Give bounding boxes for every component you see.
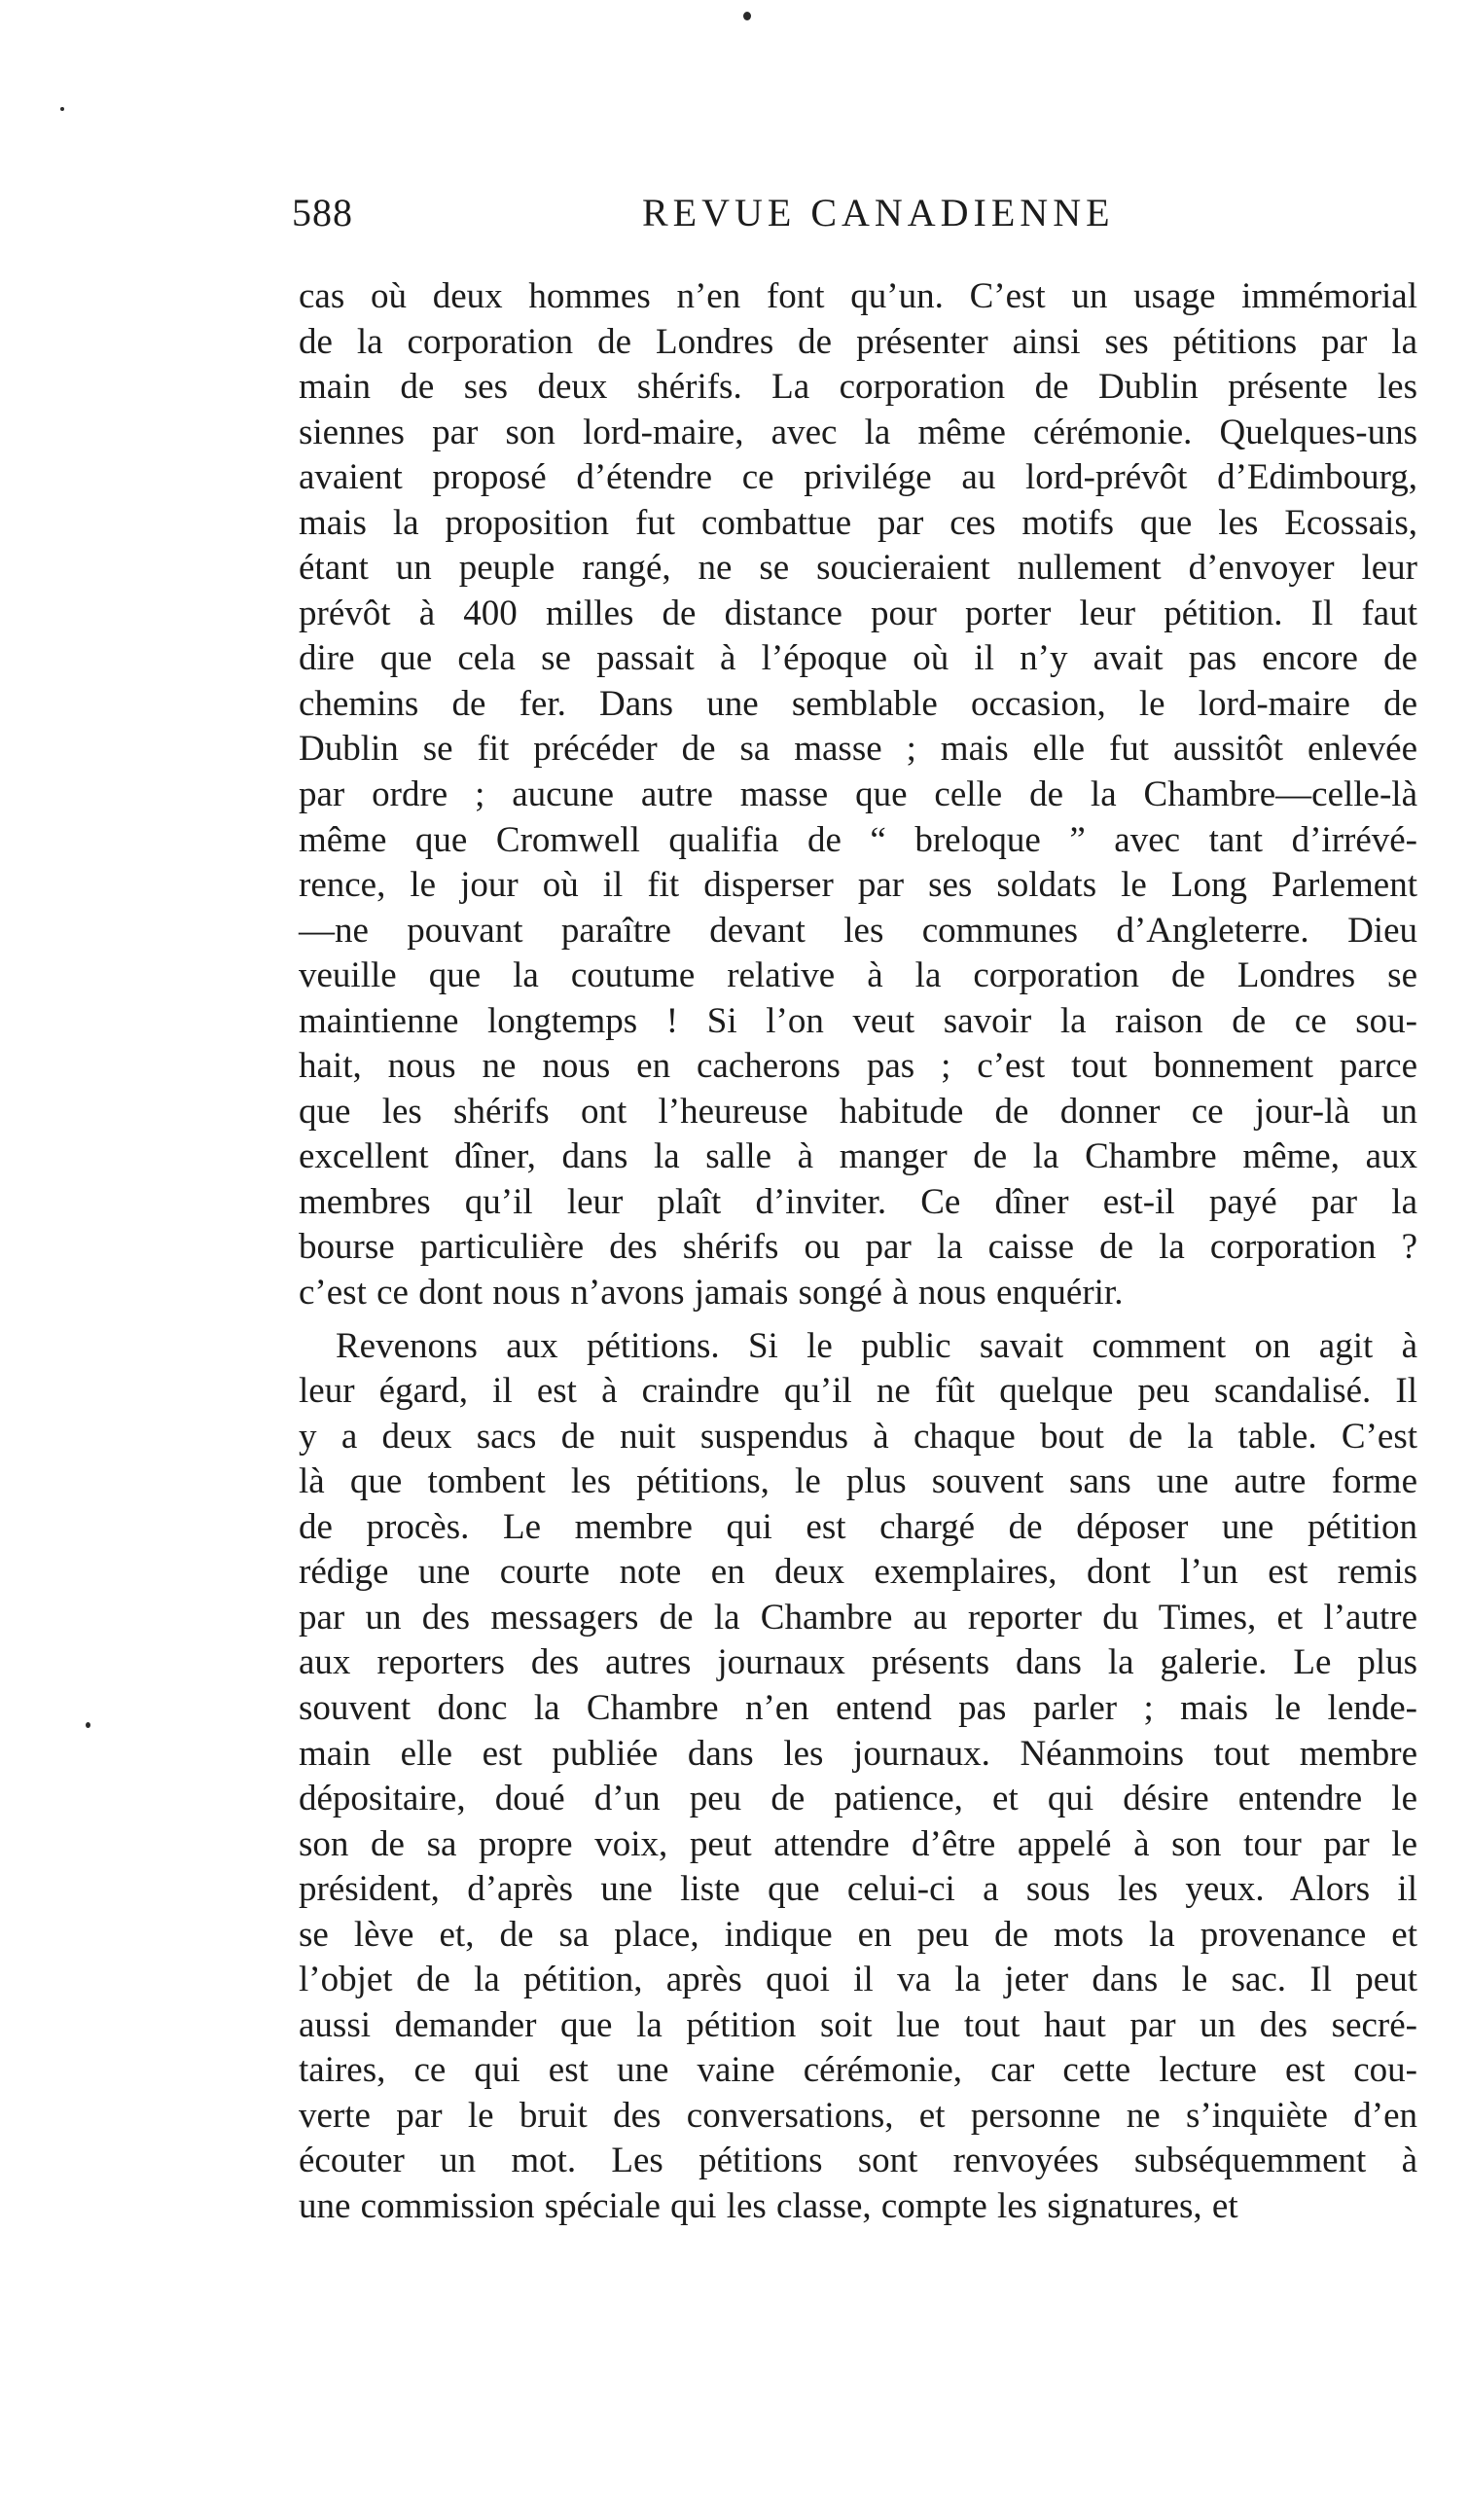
text-line: l’objet de la pétition, après quoi il va la jeter dans le sac. Il peut bbox=[299, 1960, 1417, 2000]
text-line: se lève et, de sa place, indique en peu de mots la provenance et bbox=[299, 1914, 1417, 1955]
paragraph bbox=[299, 1324, 1417, 2230]
text-line: président, d’après une liste que celui-ci a sous les yeux. Alors il bbox=[299, 1869, 1417, 1910]
text-line: leur égard, il est à craindre qu’il ne fût quelque peu scandalisé. Il bbox=[299, 1371, 1417, 1412]
text-line: mais la proposition fut combattue par ces motifs que les Ecossais, bbox=[299, 502, 1417, 543]
text-line: avaient proposé d’étendre ce privilége au lord-prévôt d’Edimbourg, bbox=[299, 457, 1417, 498]
text-line: y a deux sacs de nuit suspendus à chaque bout de la table. C’est bbox=[299, 1416, 1417, 1457]
text-line: de la corporation de Londres de présenter ainsi ses pétitions par la bbox=[299, 321, 1417, 362]
text-line: maintienne longtemps ! Si l’on veut savoir la raison de ce sou- bbox=[299, 1000, 1417, 1041]
page-header bbox=[292, 190, 1420, 248]
text-line: rédige une courte note en deux exemplaires, dont l’un est remis bbox=[299, 1552, 1417, 1593]
text-line: bourse particulière des shérifs ou par la caisse de la corporation ? bbox=[299, 1227, 1417, 1268]
text-line: de procès. Le membre qui est chargé de déposer une pétition bbox=[299, 1506, 1417, 1547]
text-line: là que tombent les pétitions, le plus souvent sans une autre forme bbox=[299, 1461, 1417, 1502]
text-line: veuille que la coutume relative à la corporation de Londres se bbox=[299, 955, 1417, 996]
paragraph bbox=[299, 274, 1417, 1316]
text-line: main elle est publiée dans les journaux. Néanmoins tout membre bbox=[299, 1733, 1417, 1774]
text-line: rence, le jour où il fit disperser par ses soldats le Long Parlement bbox=[299, 865, 1417, 906]
body-text bbox=[299, 274, 1417, 2230]
text-line: Dublin se fit précéder de sa masse ; mais elle fut aussitôt enlevée bbox=[299, 729, 1417, 770]
running-title: REVUE CANADIENNE bbox=[642, 191, 1115, 234]
text-line: chemins de fer. Dans une semblable occasion, le lord-maire de bbox=[299, 683, 1417, 724]
text-line: que les shérifs ont l’heureuse habitude de donner ce jour-là un bbox=[299, 1091, 1417, 1132]
page-number: 588 bbox=[292, 191, 353, 234]
text-line: taires, ce qui est une vaine cérémonie, car cette lecture est cou- bbox=[299, 2050, 1417, 2091]
text-line: cas où deux hommes n’en font qu’un. C’est un usage immémorial bbox=[299, 276, 1417, 316]
text-line: son de sa propre voix, peut attendre d’être appelé à son tour par le bbox=[299, 1823, 1417, 1864]
text-line: Revenons aux pétitions. Si le public savait comment on agit à bbox=[336, 1325, 1417, 1366]
text-line: par un des messagers de la Chambre au reporter du Times, et l’autre bbox=[299, 1597, 1417, 1638]
text-line: même que Cromwell qualifia de “ breloque ” avec tant d’irrévé- bbox=[299, 819, 1417, 860]
text-line: une commission spéciale qui les classe, compte les signatures, et bbox=[299, 2185, 1238, 2226]
ink-speck bbox=[60, 107, 64, 111]
text-line: membres qu’il leur plaît d’inviter. Ce dîner est-il payé par la bbox=[299, 1181, 1417, 1222]
text-line: étant un peuple rangé, ne se soucieraient nullement d’envoyer leur bbox=[299, 548, 1417, 589]
text-line: c’est ce dont nous n’avons jamais songé à nous enquérir. bbox=[299, 1273, 1124, 1314]
text-line: aussi demander que la pétition soit lue tout haut par un des secré- bbox=[299, 2004, 1417, 2045]
text-line: —ne pouvant paraître devant les communes d’Angleterre. Dieu bbox=[299, 910, 1417, 951]
text-line: hait, nous ne nous en cacherons pas ; c’est tout bonnement parce bbox=[299, 1046, 1417, 1087]
text-line: souvent donc la Chambre n’en entend pas parler ; mais le lende- bbox=[299, 1687, 1417, 1728]
text-line: verte par le bruit des conversations, et personne ne s’inquiète d’en bbox=[299, 2095, 1417, 2136]
text-line: écouter un mot. Les pétitions sont renvoyées subséquemment à bbox=[299, 2141, 1417, 2181]
ink-speck bbox=[86, 1722, 90, 1728]
text-line: excellent dîner, dans la salle à manger de la Chambre même, aux bbox=[299, 1136, 1417, 1177]
text-line: par ordre ; aucune autre masse que celle de la Chambre—celle-là bbox=[299, 774, 1417, 815]
ink-speck bbox=[743, 12, 751, 20]
text-line: siennes par son lord-maire, avec la même cérémonie. Quelques-uns bbox=[299, 412, 1417, 452]
text-line: dire que cela se passait à l’époque où il n’y avait pas encore de bbox=[299, 638, 1417, 679]
text-line: main de ses deux shérifs. La corporation de Dublin présente les bbox=[299, 367, 1417, 408]
text-line: aux reporters des autres journaux présents dans la galerie. Le plus bbox=[299, 1642, 1417, 1683]
text-line: dépositaire, doué d’un peu de patience, et qui désire entendre le bbox=[299, 1779, 1417, 1819]
text-line: prévôt à 400 milles de distance pour porter leur pétition. Il faut bbox=[299, 593, 1417, 633]
